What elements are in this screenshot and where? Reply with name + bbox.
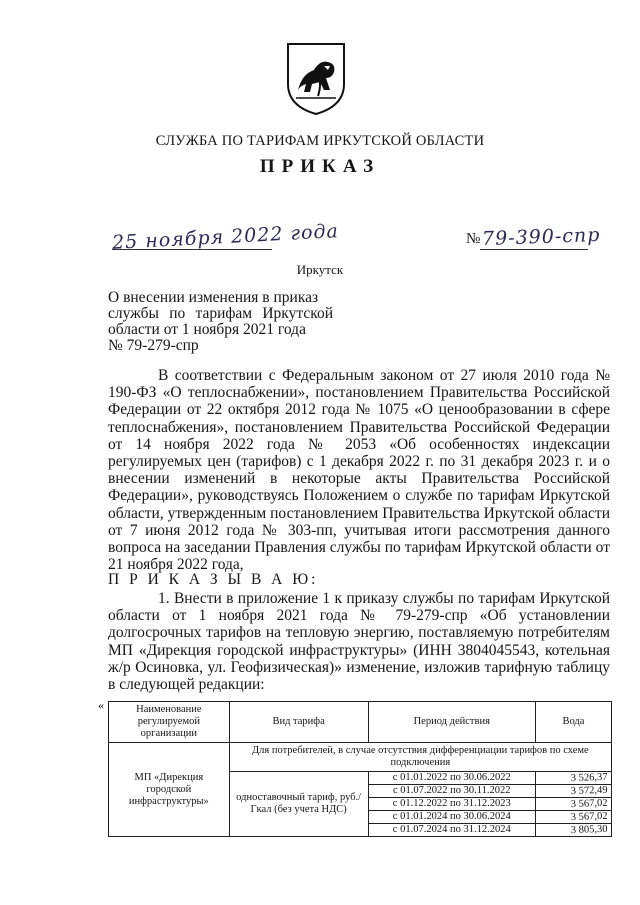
subject-block bbox=[108, 290, 333, 354]
tariff-kind-cell: одноставочный тариф, руб./Гкал (без учета НДС) bbox=[229, 772, 368, 837]
period-cell: с 01.01.2022 по 30.06.2022 bbox=[368, 772, 535, 785]
tariff-table bbox=[108, 701, 612, 837]
handwritten-number: 79-390-спр bbox=[481, 223, 601, 251]
coat-of-arms-icon bbox=[284, 40, 348, 116]
header-water: Вода bbox=[535, 702, 611, 743]
value-cell: 3 572,49 bbox=[535, 783, 611, 799]
handwritten-date: 25 ноября 2022 года bbox=[111, 220, 340, 254]
subject-line: № 79-279-спр bbox=[108, 337, 199, 354]
period-cell: с 01.01.2024 по 30.06.2024 bbox=[368, 811, 535, 824]
value-cell: 3 526,37 bbox=[535, 770, 611, 786]
number-prefix: № bbox=[466, 231, 481, 247]
subject-line: О внесении изменения в приказ bbox=[108, 289, 319, 306]
decree-word: П Р И К А З Ы В А Ю: bbox=[108, 571, 319, 588]
date-underline bbox=[112, 249, 272, 250]
org-cell: МП «Дирекция городской инфраструктуры» bbox=[109, 743, 230, 837]
period-cell: с 01.07.2022 по 30.11.2022 bbox=[368, 785, 535, 798]
city: Иркутск bbox=[296, 262, 344, 277]
header-org: Наименование регулируемой организации bbox=[109, 702, 230, 743]
subject-line: службы по тарифам Иркутской области от 1 ноября 2021 года bbox=[108, 305, 333, 338]
agency-name: СЛУЖБА ПО ТАРИФАМ ИРКУТСКОЙ ОБЛАСТИ bbox=[155, 133, 485, 149]
preamble-paragraph: В соответствии с Федеральным законом от 27 июля 2010 года № 190-ФЗ «О теплоснабжении», постановлением Правительства Российской Федерации от 22 октября 2012 года № 1075 «О ценообразовании в сфере теплоснабжения», постановлением Правительства Российской Федерации от 14 ноября 2022 года № 2053 «Об особенностях индексации регулируемых цен (тарифов) с 1 декабря 2022 г. по 31 декабря 2023 г. и о внесении изменений в некоторые акты Правительства Российской Федерации», руководствуясь Положением о службе по тарифам Иркутской области, утвержденным постановлением Правительства Иркутской области от 7 июня 2012 года № 303-пп, учитывая итоги рассмотрения данного вопроса на заседании Правления службы по тарифам Иркутской области от 21 ноября 2022 года, bbox=[108, 367, 610, 574]
period-cell: с 01.07.2024 по 31.12.2024 bbox=[368, 824, 535, 837]
item-1-paragraph: 1. Внести в приложение 1 к приказу службы по тарифам Иркутской области от 1 ноября 2021 года № 79-279-спр «Об установлении долгосрочных тарифов на тепловую энергию, поставляемую потребителям МП «Дирекция городской инфраструктуры» (ИНН 3804045543, котельная ж/р Осиновка, ул. Геофизическая)» изменение, изложив тарифную таблицу в следующей редакции: bbox=[108, 590, 610, 694]
value-cell: 3 805,30 bbox=[535, 822, 611, 838]
header-period: Период действия bbox=[368, 702, 535, 743]
number-underline bbox=[480, 249, 588, 250]
value-cell: 3 567,02 bbox=[535, 796, 611, 812]
header-kind: Вид тарифа bbox=[229, 702, 368, 743]
period-cell: с 01.12.2022 по 31.12.2023 bbox=[368, 798, 535, 811]
document-title: ПРИКАЗ bbox=[259, 156, 381, 177]
consumers-note: Для потребителей, в случае отсутствия дифференциации тарифов по схеме подключения bbox=[229, 743, 611, 772]
opening-quote: « bbox=[98, 698, 104, 712]
value-cell: 3 567,02 bbox=[535, 809, 611, 825]
